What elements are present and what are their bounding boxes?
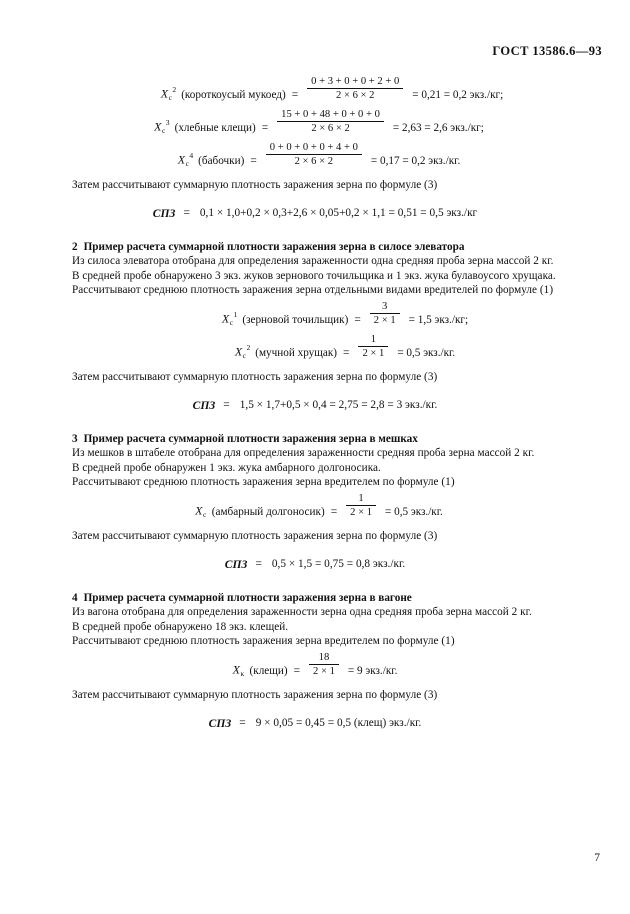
example-3-heading bbox=[72, 432, 558, 446]
formula-pest-label: (короткоусый мукоед) bbox=[181, 88, 286, 101]
spz-label: СПЗ bbox=[224, 558, 248, 572]
formula-result: = 2,63 = 2,6 экз./кг; bbox=[392, 121, 484, 134]
fraction-denominator: 2 × 1 bbox=[313, 666, 335, 678]
page-number: 7 bbox=[594, 852, 600, 864]
example-2-heading bbox=[72, 240, 558, 254]
example-4-line-2: В средней пробе обнаружено 18 экз. клещей. bbox=[72, 620, 289, 633]
formula-fraction bbox=[343, 493, 379, 518]
example-1-formulas bbox=[72, 72, 558, 224]
formula-pest-label: (клещи) bbox=[249, 664, 288, 677]
example-3-line-1: Из мешков в штабеле отобрана для определения зараженности средняя проба зерна массой 2 кг. bbox=[72, 447, 535, 460]
fraction-denominator: 2 × 6 × 2 bbox=[311, 123, 350, 134]
fraction-denominator: 2 × 1 bbox=[350, 507, 372, 519]
example-3-line-2: В средней пробе обнаружен 1 экз. жука амбарного долгоносика. bbox=[72, 461, 381, 474]
spz-label: СПЗ bbox=[192, 399, 216, 413]
formula-pest-label: (мучной хрущак) bbox=[255, 346, 337, 359]
formula-row bbox=[72, 297, 558, 330]
spz-equals: = bbox=[223, 399, 230, 412]
formula-row bbox=[72, 72, 558, 105]
spz-expression: 0,5 × 1,5 = 0,75 = 0,8 экз./кг. bbox=[271, 558, 406, 571]
formula-variable: $Xс^2$ bbox=[160, 85, 177, 102]
spz-expression: 9 × 0,05 = 0,45 = 0,5 (клещ) экз./кг. bbox=[255, 717, 422, 730]
then-calculate-line: Затем рассчитывают суммарную плотность заражения зерна по формуле (3) bbox=[72, 689, 438, 702]
example-4-section bbox=[72, 591, 558, 734]
spz-expression: 0,1 × 1,0+0,2 × 0,3+2,6 × 0,05+0,2 × 1,1 = 0,51 = 0,5 экз./кг bbox=[199, 207, 478, 220]
spz-equals: = bbox=[255, 558, 262, 571]
fraction-numerator: 18 bbox=[318, 652, 330, 664]
example-3-section bbox=[72, 432, 558, 575]
example-2-line-3: Рассчитывают среднюю плотность заражения зерна отдельными видами вредителей по формуле (1) bbox=[72, 283, 554, 296]
formula-result: = 0,17 = 0,2 экз./кг. bbox=[370, 154, 461, 167]
formula-fraction bbox=[355, 334, 391, 359]
formula-variable: $Xс^3$ bbox=[154, 118, 170, 135]
spz-formula bbox=[72, 203, 558, 224]
formula-row bbox=[72, 648, 558, 681]
document-body bbox=[72, 72, 558, 734]
example-4-heading bbox=[72, 591, 558, 605]
example-2-section bbox=[72, 240, 558, 416]
formula-fraction bbox=[304, 76, 406, 101]
example-3-title: Пример расчета суммарной плотности заражения зерна в мешках bbox=[83, 433, 418, 446]
formula-row bbox=[72, 330, 558, 363]
fraction-denominator: 2 × 6 × 2 bbox=[294, 156, 334, 167]
then-calculate-line: Затем рассчитывают суммарную плотность заражения зерна по формуле (3) bbox=[72, 371, 438, 384]
formula-pest-label: (хлебные клещи) bbox=[174, 121, 256, 134]
fraction-denominator: 2 × 1 bbox=[373, 315, 396, 327]
fraction-numerator: 0 + 3 + 0 + 0 + 2 + 0 bbox=[311, 76, 400, 87]
spz-formula bbox=[72, 554, 558, 575]
formula-fraction bbox=[274, 109, 387, 134]
formula-variable: Xк bbox=[232, 662, 245, 678]
spz-label: СПЗ bbox=[208, 717, 232, 731]
then-calculate-line: Затем рассчитывают суммарную плотность заражения зерна по формуле (3) bbox=[72, 530, 438, 543]
formula-result: = 9 экз./кг. bbox=[347, 664, 398, 677]
formula-result: = 0,5 экз./кг. bbox=[397, 346, 456, 359]
example-3-number: 3 bbox=[72, 433, 78, 446]
fraction-denominator: 2 × 6 × 2 bbox=[336, 90, 375, 101]
formula-pest-label: (зерновой точильщик) bbox=[242, 313, 349, 326]
formula-equals: = bbox=[293, 664, 301, 677]
example-3-line-3: Рассчитывают среднюю плотность заражения зерна вредителем по формуле (1) bbox=[72, 475, 455, 488]
formula-row bbox=[72, 105, 558, 138]
fraction-numerator: 1 bbox=[370, 334, 377, 346]
spz-label: СПЗ bbox=[152, 207, 176, 221]
spz-formula bbox=[72, 395, 558, 416]
formula-fraction bbox=[306, 652, 342, 677]
formula-result: = 0,5 экз./кг. bbox=[385, 505, 443, 518]
fraction-numerator: 15 + 0 + 48 + 0 + 0 + 0 bbox=[281, 109, 380, 120]
formula-variable: $Xс^4$ bbox=[177, 151, 194, 168]
example-4-title: Пример расчета суммарной плотности заражения зерна в вагоне bbox=[83, 592, 412, 605]
formula-variable: $Xс^2$ bbox=[234, 343, 251, 360]
spz-equals: = bbox=[239, 717, 246, 730]
formula-equals: = bbox=[354, 313, 361, 326]
example-2-number: 2 bbox=[72, 241, 78, 254]
fraction-denominator: 2 × 1 bbox=[362, 348, 385, 360]
formula-fraction bbox=[263, 142, 365, 167]
fraction-numerator: 1 bbox=[358, 493, 364, 505]
formula-row bbox=[72, 138, 558, 171]
formula-equals: = bbox=[330, 505, 338, 518]
example-2-line-2: В средней пробе обнаружено 3 экз. жуков зернового точильщика и 1 экз. жука булавоусого хрущака. bbox=[72, 269, 556, 282]
formula-variable: $Xс^1$ bbox=[221, 310, 238, 327]
example-2-line-1: Из силоса элеватора отобрана для определения зараженности одна средняя проба зерна массой 2 кг. bbox=[72, 255, 554, 268]
formula-variable: Xс bbox=[195, 503, 207, 519]
formula-fraction bbox=[367, 301, 403, 326]
formula-result: = 0,21 = 0,2 экз./кг; bbox=[412, 88, 504, 101]
fraction-numerator: 0 + 0 + 0 + 0 + 4 + 0 bbox=[269, 142, 358, 153]
example-4-number: 4 bbox=[72, 592, 78, 605]
formula-equals: = bbox=[250, 154, 257, 167]
formula-pest-label: (бабочки) bbox=[198, 154, 245, 167]
example-2-title: Пример расчета суммарной плотности заражения зерна в силосе элеватора bbox=[83, 241, 465, 254]
formula-pest-label: (амбарный долгоносик) bbox=[211, 505, 325, 518]
spz-formula bbox=[72, 713, 558, 734]
formula-result: = 1,5 экз./кг; bbox=[408, 313, 469, 326]
formula-equals: = bbox=[291, 88, 299, 101]
standard-header: ГОСТ 13586.6—93 bbox=[492, 44, 602, 58]
formula-equals: = bbox=[261, 121, 269, 134]
spz-equals: = bbox=[183, 207, 190, 220]
spz-expression: 1,5 × 1,7+0,5 × 0,4 = 2,75 = 2,8 = 3 экз./кг. bbox=[239, 399, 438, 412]
fraction-numerator: 3 bbox=[382, 301, 388, 313]
then-calculate-line: Затем рассчитывают суммарную плотность заражения зерна по формуле (3) bbox=[72, 179, 438, 191]
example-4-line-3: Рассчитывают среднюю плотность заражения зерна вредителем по формуле (1) bbox=[72, 634, 455, 647]
formula-equals: = bbox=[343, 346, 350, 359]
example-4-line-1: Из вагона отобрана для определения зараженности зерна одна средняя проба зерна массой 2 кг. bbox=[72, 606, 532, 619]
formula-row bbox=[72, 489, 558, 522]
